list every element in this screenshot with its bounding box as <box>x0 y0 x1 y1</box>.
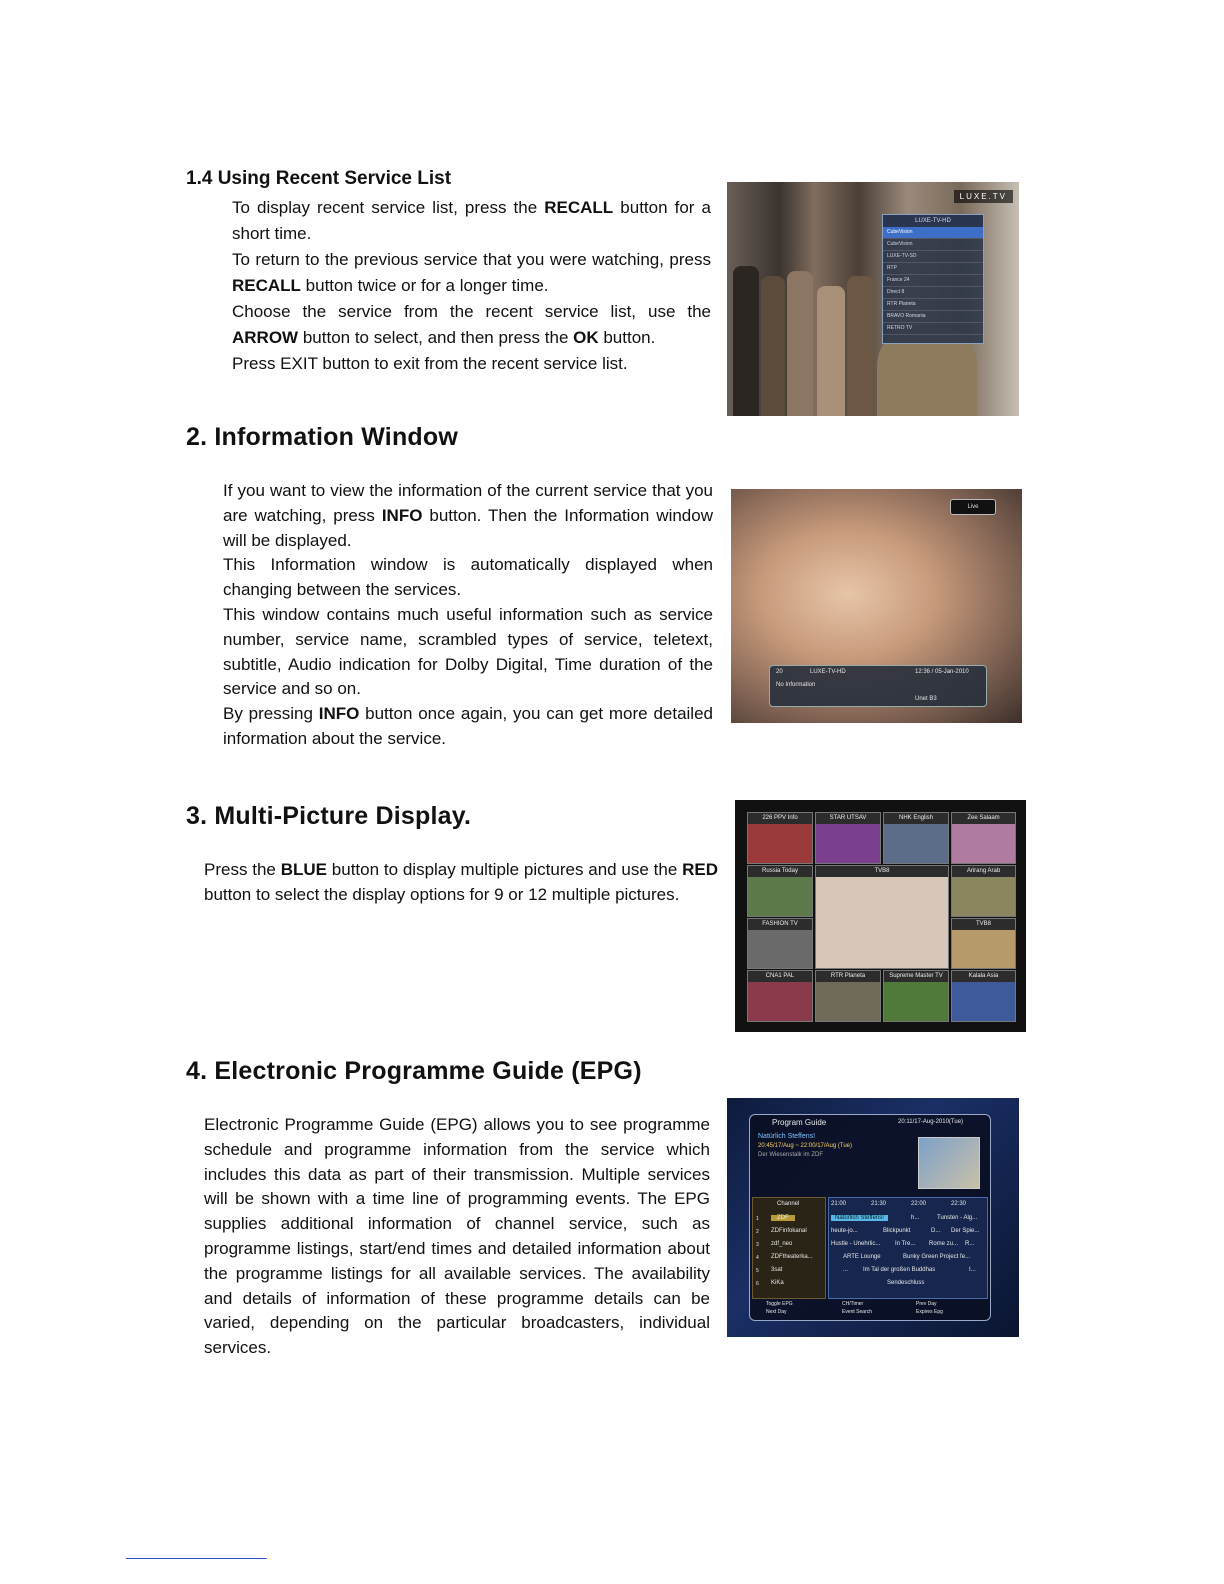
programme-cell[interactable]: ARTE Lounge <box>843 1254 881 1260</box>
recent-service-screenshot <box>727 182 1019 416</box>
key-prev-day: Prev Day <box>916 1301 937 1307</box>
section-3-heading: 3. Multi-Picture Display. <box>186 802 472 830</box>
channel-number: 6 <box>756 1281 759 1287</box>
programme-cell[interactable]: h... <box>911 1215 920 1221</box>
channel-tile: Zee Salaam <box>951 812 1016 864</box>
coat-rack <box>761 276 785 416</box>
epg-window <box>749 1114 991 1321</box>
programme-cell[interactable]: Sendeschluss <box>887 1280 925 1286</box>
channel-tile: TVB8 <box>951 918 1016 969</box>
section-1-4-text: To display recent service list, press the RECALL button for a short time. To return to the previous service that you were watching, press RECALL button twice or for a longer time. Choose the service from the recent service list, use the ARROW button to select, and then press the OK button. Press EXIT button to exit from the recent service list. <box>232 198 712 373</box>
channel-column <box>752 1197 826 1299</box>
programme-cell[interactable]: D... <box>931 1228 941 1234</box>
time-label: 21:00 <box>831 1201 847 1207</box>
section-1-4-heading: 1.4 Using Recent Service List <box>186 168 452 189</box>
programme-cell[interactable]: R... <box>965 1241 975 1247</box>
recent-list-item[interactable]: LUXE-TV-SD <box>883 251 983 263</box>
info-date: 12:36 / 05-Jan-2010 <box>915 669 969 675</box>
channel-tile: Russia Today <box>747 865 813 917</box>
programme-cell[interactable]: Im Tal der großen Buddhas <box>863 1267 936 1273</box>
channel-name[interactable]: KiKa <box>771 1280 784 1286</box>
time-label: 22:00 <box>911 1201 927 1207</box>
channel-tile-main: TVB8 <box>815 865 949 969</box>
channel-name[interactable]: zdf_neo <box>771 1241 793 1247</box>
channel-tile: STAR UTSAV <box>815 812 881 864</box>
channel-number: 1 <box>756 1216 759 1222</box>
time-label: 22:30 <box>951 1201 967 1207</box>
epg-event-sub: Der Wiesenstalk im ZDF <box>758 1152 824 1158</box>
coat-rack <box>787 271 813 416</box>
section-2-heading: 2. Information Window <box>186 423 459 451</box>
channel-tile: Kalala Asia <box>951 970 1016 1022</box>
epg-screenshot <box>727 1098 1019 1337</box>
epg-preview <box>918 1137 980 1189</box>
section-4-text: Electronic Programme Guide (EPG) allows you to see programme schedule and programme information from the service which includes this data as part of their transmission. Multiple services will be shown with a time line of programming events. The EPG supplies additional information of channel service, such as programme listings, start/end times and detailed information about the programme listings for all available services. The availability and details of information of these programme details can be varied, depending on the particular broadcasters, individual services. <box>204 1115 710 1358</box>
satellite-name: Unet B3 <box>915 696 937 702</box>
recent-list-item[interactable]: RTR Planeta <box>883 299 983 311</box>
programme-cell[interactable]: Tunsten - Alg... <box>937 1215 978 1221</box>
recent-list-item[interactable]: BRAVO Romania <box>883 311 983 323</box>
epg-event-time: 20:45/17/Aug ~ 22:00/17/Aug (Tue) <box>758 1143 853 1149</box>
programme-cell[interactable]: Rome zu... <box>929 1241 959 1247</box>
key-expires-epg: Expires Epg <box>916 1309 943 1315</box>
programme-cell[interactable]: Blickpunkt <box>883 1228 911 1234</box>
key-event-search: Event Search <box>842 1309 873 1315</box>
epg-key-bar <box>752 1301 986 1317</box>
info-banner <box>769 665 987 707</box>
recent-list-item[interactable]: CubeVision <box>883 227 983 239</box>
epg-clock: 20:11/17-Aug-2010(Tue) <box>898 1119 964 1125</box>
channel-number: 5 <box>756 1268 759 1274</box>
key-next-day: Next Day <box>766 1309 787 1315</box>
channel-logo: LUXE.TV <box>954 190 1013 203</box>
programme-cell[interactable]: I... <box>969 1267 976 1273</box>
key-ch-timer: CH/Timer <box>842 1301 864 1307</box>
programme-cell[interactable]: ... <box>843 1267 849 1273</box>
recent-list-title: LUXE-TV-HD <box>883 215 983 227</box>
live-badge: Live <box>950 499 996 515</box>
recent-service-list <box>882 214 984 344</box>
channel-tile: 226 PPV Info <box>747 812 813 864</box>
channel-name[interactable]: ZDF <box>771 1215 795 1221</box>
channel-name[interactable]: ZDFinfokanal <box>771 1228 807 1234</box>
programme-cell[interactable]: heute-jo... <box>831 1228 858 1234</box>
event-info: No Information <box>776 682 816 688</box>
channel-tile: FASHION TV <box>747 918 813 969</box>
epg-title: Program Guide <box>772 1118 827 1127</box>
information-window-screenshot <box>731 489 1022 723</box>
channel-tile: Arirang Arab <box>951 865 1016 917</box>
recent-list-item[interactable]: France 24 <box>883 275 983 287</box>
coat-rack <box>847 276 873 416</box>
channel-name[interactable]: 3sat <box>771 1267 783 1273</box>
recent-list-item[interactable]: CubeVision <box>883 239 983 251</box>
channel-tile: CNA1 PAL <box>747 970 813 1022</box>
key-toggle-epg: Toggle EPG <box>766 1301 793 1307</box>
channel-number: 4 <box>756 1255 759 1261</box>
time-label: 21:30 <box>871 1201 887 1207</box>
recent-list-item[interactable]: RTP <box>883 263 983 275</box>
coat-rack <box>817 286 845 416</box>
programme-cell[interactable]: Bunky Green Project fe... <box>903 1254 971 1260</box>
channel-number: 2 <box>756 1229 759 1235</box>
section-2-text: If you want to view the information of the current service that you are watching, press INFO button. Then the Information window will be displayed. This Information window is automatically displayed when changing between the services. This window contains much useful information such as service number, service name, scrambled types of service, teletext, subtitle, Audio indication for Dolby Digital, Time duration of the service and so on. By pressing INFO button once again, you can get more detailed information about the service. <box>223 481 713 748</box>
service-name: LUXE-TV-HD <box>810 669 846 675</box>
section-3-text: Press the BLUE button to display multiple pictures and use the RED button to select the display options for 9 or 12 multiple pictures. <box>204 860 718 904</box>
programme-cell[interactable]: Natürlich Steffens! <box>831 1215 888 1221</box>
footnote-rule <box>126 1558 267 1559</box>
coat-rack <box>733 266 759 416</box>
channel-tile: Supreme Master TV <box>883 970 949 1022</box>
channel-number: 3 <box>756 1242 759 1248</box>
epg-event-title: Natürlich Steffens! <box>758 1133 816 1140</box>
programme-cell[interactable]: Der Spie... <box>951 1228 980 1234</box>
service-number: 20 <box>776 669 783 675</box>
programme-cell[interactable]: Hustle - Unehrlic... <box>831 1241 881 1247</box>
programme-cell[interactable]: In Tre... <box>895 1241 916 1247</box>
channel-name[interactable]: ZDFtheaterka... <box>771 1254 813 1260</box>
channel-tile: RTR Planeta <box>815 970 881 1022</box>
recent-list-item[interactable]: RETRO TV <box>883 323 983 335</box>
multi-picture-screenshot <box>735 800 1026 1032</box>
section-4-heading: 4. Electronic Programme Guide (EPG) <box>186 1057 642 1085</box>
channel-tile: NHK English <box>883 812 949 864</box>
recent-list-item[interactable]: Direct 8 <box>883 287 983 299</box>
channel-header: Channel <box>777 1201 800 1207</box>
programme-grid <box>828 1197 988 1299</box>
